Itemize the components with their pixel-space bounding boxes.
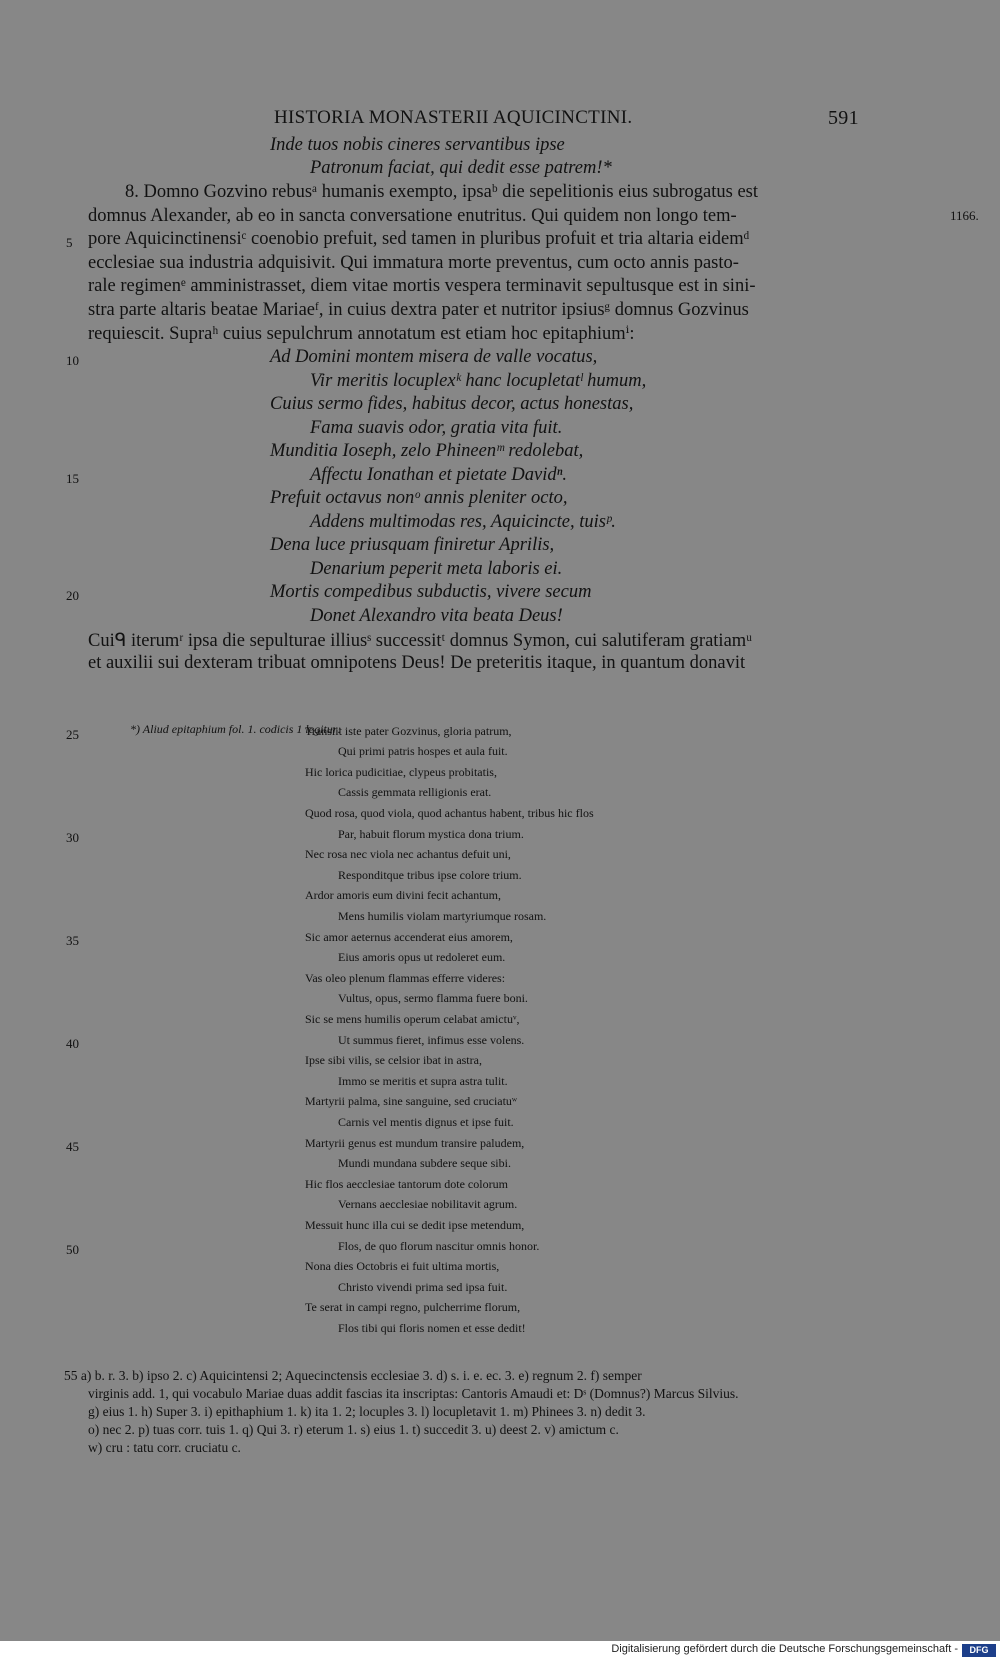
text-line: Affectu Ionathan et pietate Davidⁿ.: [310, 465, 568, 485]
footer-credit-text: Digitalisierung gefördert durch die Deutsche Forschungsgemeinschaft -: [611, 1643, 958, 1655]
text-line: Fama suavis odor, gratia vita fuit.: [310, 418, 563, 438]
text-line: Inde tuos nobis cineres servantibus ipse: [270, 135, 565, 155]
poem-line: Transiit iste pater Gozvinus, gloria patrum,: [305, 724, 512, 738]
text-line: pore Aquicinctinensiᶜ coenobio prefuit, sed tamen in pluribus profuit et tria altaria eidemᵈ: [88, 229, 750, 249]
poem-line: Te serat in campi regno, pulcherrime florum,: [305, 1300, 521, 1314]
line-number: 15: [66, 471, 79, 486]
poem-line: Ut summus fieret, infimus esse volens.: [338, 1033, 525, 1047]
text-line: stra parte altaris beatae Mariaeᶠ, in cuius dextra pater et nutritor ipsiusᵍ domnus Gozvinus: [88, 300, 749, 320]
line-number: 50: [66, 1242, 79, 1257]
line-number: 25: [66, 727, 79, 742]
text-line: requiescit. Supraʰ cuius sepulchrum annotatum est etiam hoc epitaphiumⁱ:: [88, 324, 635, 344]
line-number: 45: [66, 1139, 79, 1154]
apparatus-line: o) nec 2. p) tuas corr. tuis 1. q) Qui 3. r) eterum 1. s) eius 1. t) succedit 3. u) deest 2. v) amictum c.: [88, 1422, 619, 1437]
poem-line: Ardor amoris eum divini fecit achantum,: [305, 888, 501, 902]
text-line: Donet Alexandro vita beata Deus!: [310, 606, 563, 626]
line-number: 40: [66, 1036, 79, 1051]
poem-line: Vultus, opus, sermo flamma fuere boni.: [338, 991, 528, 1005]
poem-line: Mens humilis violam martyriumque rosam.: [338, 909, 547, 923]
poem-line: Nec rosa nec viola nec achantus defuit uni,: [305, 847, 511, 861]
poem-line: Hic lorica pudicitiae, clypeus probitatis,: [305, 765, 497, 779]
text-line: Denarium peperit meta laboris ei.: [310, 559, 563, 579]
poem-line: Flos, de quo florum nascitur omnis honor.: [338, 1239, 540, 1253]
text-line: Ad Domini montem misera de valle vocatus,: [270, 347, 598, 367]
poem-line: Cassis gemmata relligionis erat.: [338, 785, 492, 799]
poem-line: Flos tibi qui floris nomen et esse dedit!: [338, 1321, 526, 1335]
poem-line: Martyrii genus est mundum transire paludem,: [305, 1136, 525, 1150]
page-header-title: HISTORIA MONASTERII AQUICINCTINI.: [274, 107, 633, 128]
apparatus-line: g) eius 1. h) Super 3. i) epithaphium 1. k) ita 1. 2; locuples 3. l) locupletavit 1. m) Phinees 3. n) dedit 3.: [88, 1404, 646, 1419]
line-number: 35: [66, 933, 79, 948]
poem-line: Par, habuit florum mystica dona trium.: [338, 827, 524, 841]
poem-line: Martyrii palma, sine sanguine, sed cruciatuʷ: [305, 1094, 518, 1108]
text-line: Vir meritis locuplexᵏ hanc locupletatˡ humum,: [310, 371, 647, 391]
text-line: Cuiᑫ iterumʳ ipsa die sepulturae illiusˢ successitᵗ domnus Symon, cui salutiferam gratiamᵘ: [88, 631, 753, 651]
text-line: Munditia Ioseph, zelo Phineenᵐ redolebat,: [270, 441, 584, 461]
poem-line: Responditque tribus ipse colore trium.: [338, 868, 522, 882]
poem-line: Carnis vel mentis dignus et ipse fuit.: [338, 1115, 514, 1129]
line-number: 10: [66, 353, 79, 368]
text-line: domnus Alexander, ab eo in sancta conversatione enutritus. Qui quidem non longo tem-: [88, 206, 737, 226]
apparatus-line: w) cru : tatu corr. cruciatu c.: [88, 1440, 241, 1455]
poem-line: Eius amoris opus ut redoleret eum.: [338, 950, 506, 964]
line-number: 30: [66, 830, 79, 845]
poem-line: Qui primi patris hospes et aula fuit.: [338, 744, 508, 758]
poem-line: Sic se mens humilis operum celabat amictuᵛ,: [305, 1012, 520, 1026]
dfg-logo: DFG: [962, 1644, 996, 1657]
poem-line: Sic amor aeternus accenderat eius amorem,: [305, 930, 513, 944]
line-number: 20: [66, 588, 79, 603]
text-line: Prefuit octavus nonᵒ annis pleniter octo,: [270, 488, 568, 508]
digitization-footer: [0, 1641, 1000, 1661]
poem-line: Hic flos aecclesiae tantorum dote colorum: [305, 1177, 508, 1191]
poem-line: Ipse sibi vilis, se celsior ibat in astra,: [305, 1053, 482, 1067]
text-line: Cuius sermo fides, habitus decor, actus honestas,: [270, 394, 634, 414]
text-line: rale regimenᵉ amministrasset, diem vitae mortis vespera terminavit sepultusque est in sini-: [88, 276, 756, 296]
text-line: Mortis compedibus subductis, vivere secum: [270, 582, 592, 602]
text-line: et auxilii sui dexteram tribuat omnipotens Deus! De preteritis itaque, in quantum donavit: [88, 653, 746, 673]
text-line: 8. Domno Gozvino rebusᵃ humanis exempto, ipsaᵇ die sepelitionis eius subrogatus est: [125, 182, 759, 202]
text-line: Patronum faciat, qui dedit esse patrem!*: [310, 158, 612, 178]
footnote-intro: *) Aliud epitaphium fol. 1. codicis 1 legitur:: [130, 722, 342, 736]
text-line: Dena luce priusquam finiretur Aprilis,: [270, 535, 555, 555]
text-line: ecclesiae sua industria adquisivit. Qui immatura morte preventus, cum octo annis pasto-: [88, 253, 739, 273]
poem-line: Quod rosa, quod viola, quod achantus habent, tribus hic flos: [305, 806, 594, 820]
poem-line: Nona dies Octobris ei fuit ultima mortis,: [305, 1259, 500, 1273]
page-number: 591: [828, 107, 859, 129]
line-number: 5: [66, 235, 73, 250]
poem-line: Christo vivendi prima sed ipsa fuit.: [338, 1280, 508, 1294]
poem-line: Vas oleo plenum flammas efferre videres:: [305, 971, 506, 985]
apparatus-line: 55 a) b. r. 3. b) ipso 2. c) Aquicintensi 2; Aquecinctensis ecclesiae 3. d) s. i. e. ec. 3. e) regnum 2. f) semper: [64, 1368, 642, 1383]
poem-line: Vernans aecclesiae nobilitavit agrum.: [338, 1197, 518, 1211]
text-line: Addens multimodas res, Aquicincte, tuisᵖ.: [310, 512, 616, 532]
poem-line: Messuit hunc illa cui se dedit ipse metendum,: [305, 1218, 525, 1232]
poem-line: Mundi mundana subdere seque sibi.: [338, 1156, 511, 1170]
poem-line: Immo se meritis et supra astra tulit.: [338, 1074, 508, 1088]
margin-year-note: 1166.: [950, 208, 979, 223]
apparatus-line: virginis add. 1, qui vocabulo Mariae duas addit fascias ita inscriptas: Cantoris Amaudi et: Dˢ (Domnus?) Marcus Silvius.: [88, 1386, 739, 1401]
